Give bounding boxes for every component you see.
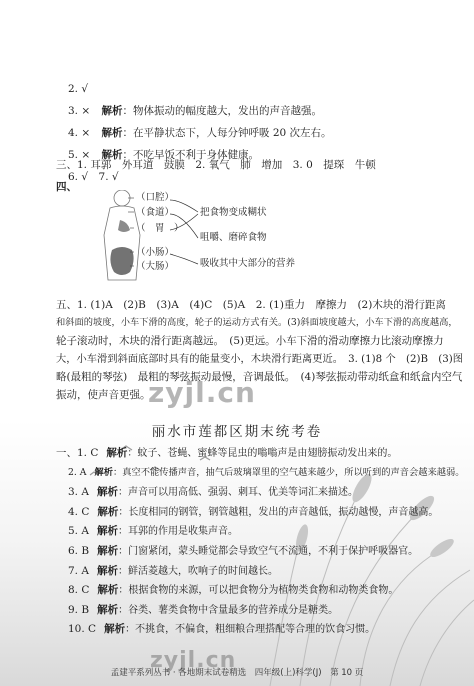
answer-mark: 3. ×: [68, 105, 91, 117]
section-5-line: 大，小车滑到斜面底部时具有的能量变小，木块滑行距离更近。 3. (1)8 个 (2)B (3)图: [56, 353, 464, 365]
answer-mark: 4. ×: [68, 127, 91, 139]
section-5-line: 和斜面的坡度，小车下滑的高度，轮子的运动方式有关。(3)斜面坡度越大，小车下滑的高度越高，: [56, 317, 458, 328]
exam-answer-row: [68, 544, 418, 559]
answer-mark: 9. B: [68, 603, 90, 616]
answer-mark: 6. B: [68, 545, 90, 557]
analysis-text: ：不挑食，不偏食，粗细粮合理搭配等合理的饮食习惯。: [125, 624, 376, 636]
section-3-text: 三、1. 耳郭 外耳道 鼓膜 2. 氧气 肺 增加 3. 0 提琛 牛顿: [56, 159, 376, 171]
digestive-diagram: [100, 190, 400, 290]
analysis-text: ：真空不能传播声音，抽气后玻璃罩里的空气越来越少，所以听到的声音会越来越弱。: [112, 466, 465, 478]
section-5-line: 轮子滚动时，木块的滑行距离越远。 (5)更远。小车下滑的滑动摩擦力比滚动摩擦力: [56, 335, 444, 347]
answer-mark: 2. A: [68, 466, 87, 478]
exam-answer-row: [68, 505, 438, 520]
answer-4: [68, 126, 332, 140]
exam-answer-row: [68, 583, 398, 598]
exam-answer-row: [68, 466, 464, 480]
page-footer: 孟建平系列丛书 · 各地期末试卷精选 四年级(上)科学(J) 第 10 页: [110, 668, 364, 678]
answer-mark: 7. A: [68, 564, 89, 577]
exam-answer-row: [68, 603, 338, 618]
label-small-intestine: （小肠）: [136, 247, 175, 258]
answer-3: [68, 104, 322, 118]
label-large-intestine: （大肠）: [136, 261, 175, 272]
analysis-label: 解析: [97, 603, 119, 616]
analysis-label: 解析: [106, 447, 128, 459]
section-5-line: 五、1. (1)A (2)B (3)A (4)C (5)A 2. (1)重力 摩擦力 (2)木块的滑行距离: [56, 299, 446, 311]
label-mouth: （口腔）: [136, 192, 175, 203]
analysis-label: 解析: [96, 486, 118, 499]
exam-answer-row: [56, 446, 397, 461]
section-4-title: 四、: [56, 181, 77, 193]
section-5-line: 略(最粗的琴弦) 最粗的琴弦振动最慢，音调最低。 (4)琴弦振动带动纸盒和纸盒内空气: [56, 371, 463, 383]
exam-answer-row: [68, 485, 358, 500]
exam-answer-row: [68, 524, 238, 539]
answer-mark: 5. ×: [68, 149, 91, 161]
answer-mark: 5. A: [68, 525, 89, 538]
analysis-label: 解析: [97, 584, 119, 597]
analysis-text: ：长度相同的钢管，钢管越粗，发出的声音越低，振动越慢，声音越高。: [118, 506, 439, 518]
analysis-text: ：不吃早饭不利于身体健康。: [122, 149, 259, 161]
analysis-text: ：门窗紧闭，蒙头睡觉都会导致空气不流通，不利于保护呼吸器官。: [118, 546, 419, 557]
answer-mark: 4. C: [68, 505, 90, 518]
section-5-line: 振动，使声音更强。: [56, 389, 151, 401]
exam-answer-row: [68, 564, 278, 579]
answer-2: [68, 82, 88, 96]
label-stomach: （ 胃 ）: [136, 223, 184, 234]
analysis-label: 解析: [101, 149, 123, 161]
analysis-text: ：谷类、薯类食物中含量最多的营养成分是糖类。: [118, 604, 339, 616]
analysis-text: ：在平静状态下，人每分钟呼吸 20 次左右。: [122, 127, 332, 139]
analysis-label: 解析: [96, 564, 118, 577]
analysis-label: 解析: [97, 545, 119, 557]
label-function-paste: 把食物变成糊状: [200, 207, 267, 218]
exam-section-title: 丽水市莲都区期末统考卷: [151, 424, 323, 440]
analysis-text: ：鲜活菱越大，吹响子的时间越长。: [117, 565, 278, 577]
analysis-label: 解析: [104, 623, 126, 636]
answer-mark: 一、1. C: [56, 447, 99, 459]
answer-mark: 3. A: [68, 486, 89, 499]
exam-answer-row: [68, 622, 375, 637]
analysis-text: ：根据食物的来源，可以把食物分为植物类食物和动物类食物。: [118, 585, 399, 597]
analysis-text: ：耳郭的作用是收集声音。: [117, 526, 238, 538]
analysis-label: 解析: [94, 466, 113, 478]
label-function-chew: 咀嚼、磨碎食物: [200, 232, 267, 243]
watermark-text: zyjl.cn: [150, 648, 237, 673]
analysis-label: 解析: [101, 127, 123, 139]
analysis-label: 解析: [97, 505, 119, 518]
analysis-text: ：蚊子、苍蝇、蜜蜂等昆虫的嗡嗡声是由翅膀振动发出来的。: [127, 448, 398, 459]
analysis-label: 解析: [96, 525, 118, 538]
answer-mark: 8. C: [68, 584, 90, 597]
watermark-text: zyjl.cn: [148, 376, 256, 409]
answer-text: 2. √: [68, 83, 89, 95]
label-esophagus: （食道）: [136, 207, 175, 218]
analysis-label: 解析: [101, 105, 123, 117]
answer-mark: 10. C: [68, 623, 97, 636]
label-function-absorb: 吸收其中大部分的营养: [200, 258, 296, 269]
analysis-text: ：声音可以用高低、强弱、刺耳、优美等词汇来描述。: [117, 487, 358, 499]
analysis-text: ：物体振动的幅度越大，发出的声音越强。: [122, 105, 322, 117]
answer-text: 6. √ 7. √: [68, 171, 119, 183]
